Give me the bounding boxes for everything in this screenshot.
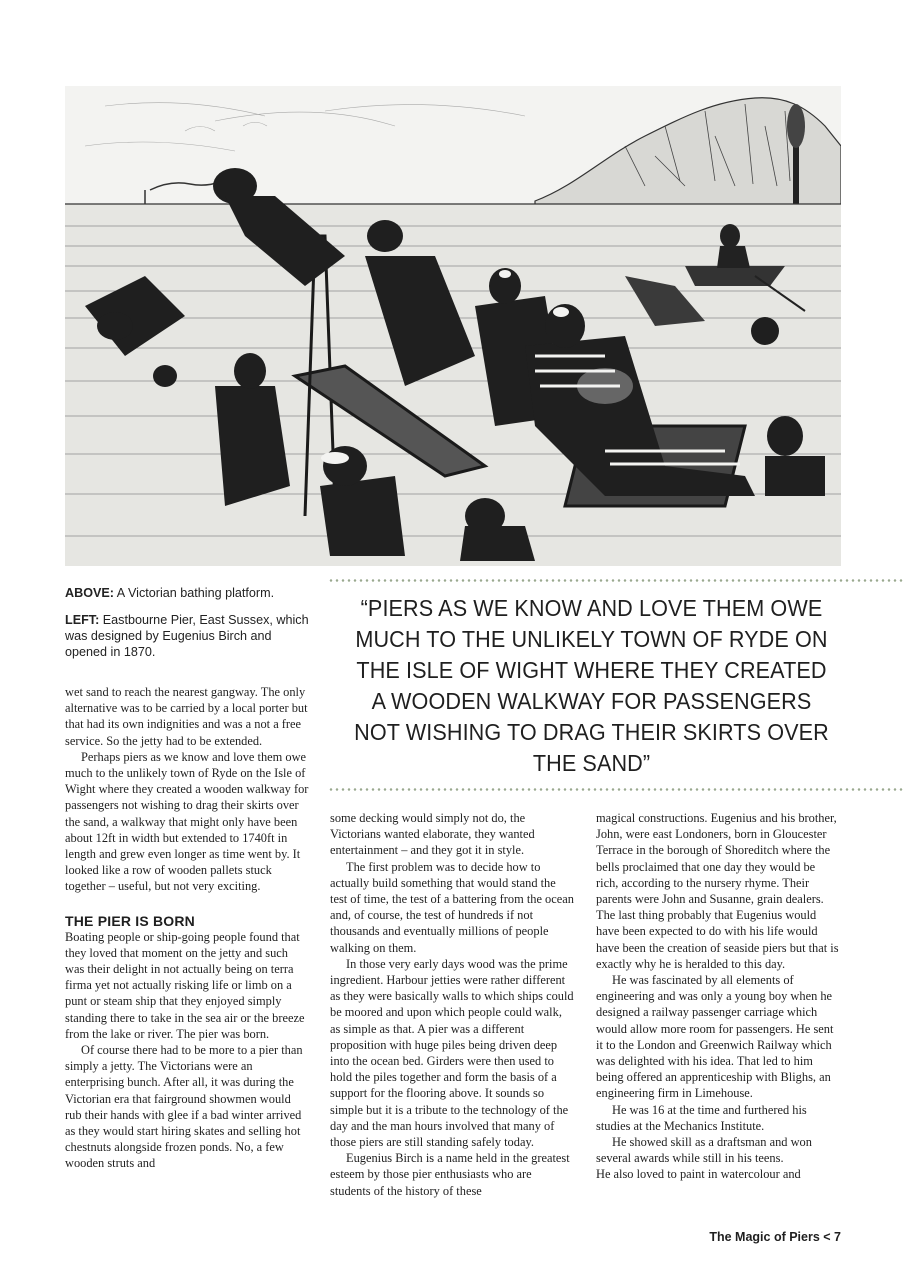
page-footer: The Magic of Piers < 7 [709, 1230, 841, 1244]
pull-quote-text: “PIERS AS WE KNOW AND LOVE THEM OWE MUCH TO THE UNLIKELY TOWN OF RYDE ON THE ISLE OF WIGHT WHERE THEY CREATED A WOODEN WALKWAY FOR PASSENGERS NOT WISHING TO DRAG THEIR SKIRTS OVER THE SAND” [354, 595, 829, 776]
paragraph: He was fascinated by all elements of engineering and was only a young boy when he designed a railway passenger carriage which would allow more room for passengers. He sent it to the London and Greenwich Railway which was delighted with his idea. That led to him being offered an apprenticeship with Blighs, an engineering firm in Limehouse. [596, 973, 834, 1101]
pull-quote-bottom-rule [328, 788, 905, 791]
caption-left: LEFT: Eastbourne Pier, East Sussex, which was designed by Eugenius Birch and opened in 1870. [65, 613, 309, 659]
paragraph: Perhaps piers as we know and love them owe much to the unlikely town of Ryde on the Isle of Wight where they created a wooden walkway for passengers not wishing to drag their skirts over the sand, a walkway that might only have been about 12ft in width but extended to 1740ft in length and grew even longer as time went by. It looked like a row of wooden pallets stuck together – useful, but not very exciting. [65, 749, 309, 894]
paragraph: The first problem was to decide how to actually build something that would stand the test of time, the test of a battering from the ocean and, of course, the test of hundreds if not thousands and eventually millions of people walking on them. [330, 859, 574, 955]
paragraph: wet sand to reach the nearest gangway. The only alternative was to be carried by a local porter but that had its own indignities and was a not a free service. So the jetty had to be extended. [65, 685, 308, 748]
paragraph: magical constructions. Eugenius and his brother, John, were east Londoners, born in Gloucester Terrace in the borough of Shoreditch where the bells proclaimed that one day they would be rich, according to the nursery rhyme. Their parents were John and Susanne, grain dealers. The last thing probably that Eugenius would have been expected to do with his life would have been the creation of seaside piers but that is exactly why he is heralded to this day. [596, 811, 839, 971]
paragraph: Of course there had to be more to a pier than simply a jetty. The Victorians were an enterprising bunch. After all, it was during the Victorian era that fairground showmen would rub their hands with glee if a bad winter arrived as they would start hiring skates and selling hot chestnuts alongside frozen ponds. No, a few wooden struts and [65, 1043, 303, 1171]
pull-quote [328, 579, 905, 791]
article-column-3 [596, 810, 840, 1183]
paragraph: Boating people or ship-going people found that they loved that moment on the jetty and such was their delight in not actually being on terra firma yet not actually risking life or limb on a punt or steam ship that they enjoyed simply standing there to take in the sea air or the breeze from the lake or river. The pier was born. [65, 929, 305, 1041]
paragraph: Eugenius Birch is a name held in the greatest esteem by those pier enthusiasts who are students of the history of these [330, 1151, 570, 1198]
caption-above: ABOVE: A Victorian bathing platform. [65, 586, 275, 600]
pull-quote-top-rule [328, 579, 905, 582]
section-heading: THE PIER IS BORN [65, 912, 195, 929]
engraving-drawing [65, 86, 841, 566]
article-column-2 [330, 810, 574, 1199]
paragraph: In those very early days wood was the prime ingredient. Harbour jetties were rather different as they were basically walls to which ships could be moored and upon which people could walk, as simple as that. A pier was a different proposition with huge piles being driven deep into the ocean bed. Girders were then used to hold the piles together and form the basis of a support for the flooring above. It sounds so simple but it is a tribute to the technology of the day and the man hours involved that many of those piers are still standing safely today. [330, 956, 574, 1150]
article-column-1 [65, 684, 309, 1172]
photo-captions [65, 585, 310, 671]
paragraph: He also loved to paint in watercolour and [596, 1167, 801, 1182]
paragraph: He showed skill as a draftsman and won several awards while still in his teens. [596, 1135, 812, 1166]
paragraph: some decking would simply not do, the Victorians wanted elaborate, they wanted entertainment – and they got it in style. [330, 811, 535, 858]
paragraph: He was 16 at the time and furthered his studies at the Mechanics Institute. [596, 1102, 807, 1133]
victorian-bathing-platform-illustration [65, 86, 841, 566]
